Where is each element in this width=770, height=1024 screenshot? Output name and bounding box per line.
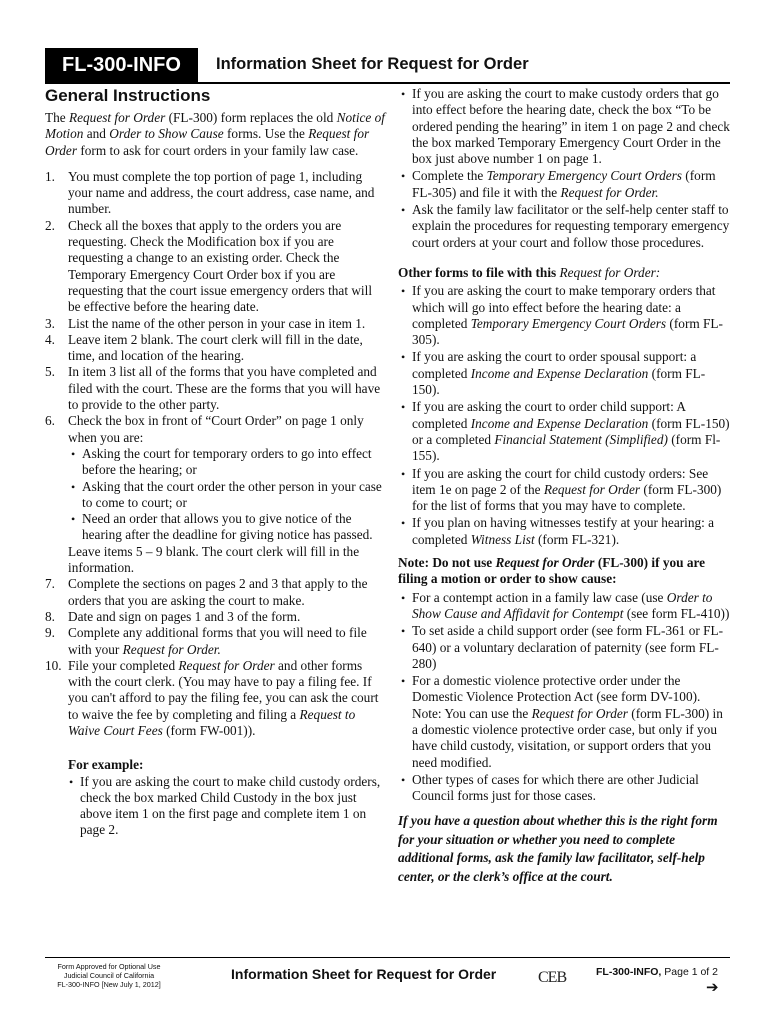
step-number: 9. bbox=[45, 625, 55, 641]
example-bullets bbox=[66, 774, 385, 839]
council-line: Judicial Council of California bbox=[63, 971, 155, 980]
list-item: • If you are asking the court to order spousal support: a completed Income and Expense Declaration (form FL-150). bbox=[398, 349, 730, 398]
instruction-steps bbox=[45, 169, 385, 739]
list-item: • If you are asking the court for child custody orders: See item 1e on page 2 of the Request for Order (form FL-300) for the list of forms that you may have to complete. bbox=[398, 466, 730, 515]
step-1 bbox=[45, 169, 385, 218]
step-2 bbox=[45, 218, 385, 316]
step-text: In item 3 list all of the forms that you have completed and filed with the court. These are the forms that you will have to provide to the other party. bbox=[68, 364, 381, 413]
approval-line: Form Approved for Optional Use bbox=[57, 962, 161, 971]
step-number: 4. bbox=[45, 331, 55, 347]
step-number: 5. bbox=[45, 364, 55, 380]
form-code-badge bbox=[45, 48, 198, 82]
note-bullets bbox=[398, 590, 730, 805]
footer-divider bbox=[45, 957, 730, 958]
step-text: Complete any additional forms that you will need to file with your Request for Order. bbox=[68, 625, 367, 657]
step-text: Date and sign on pages 1 and 3 of the form. bbox=[68, 608, 301, 624]
step-5 bbox=[45, 364, 385, 413]
step-text: Check all the boxes that apply to the orders you are requesting. Check the Modification box if you are requesting a change to an existing order. Check the Temporary Emergency Court Order box if you are requesting that the court issue emergency orders that will be effective before the hearing date. bbox=[68, 217, 373, 315]
step-number: 1. bbox=[45, 168, 55, 184]
step-10 bbox=[45, 658, 385, 739]
left-column bbox=[45, 86, 385, 839]
step-3 bbox=[45, 316, 385, 332]
list-item: • Complete the Temporary Emergency Court Orders (form FL-305) and file it with the Request for Order. bbox=[398, 168, 730, 201]
list-item: • For a domestic violence protective order under the Domestic Violence Protection Act (see form DV-100). Note: You can use the Request for Order (form FL-300) in a domestic violence protective order case, but only if you have child custody, visitation, or support orders that you need modified. bbox=[398, 673, 730, 771]
form-approval-note bbox=[45, 962, 173, 989]
list-item: • Asking the court for temporary orders to go into effect before the hearing; or bbox=[68, 446, 385, 479]
list-item: • If you are asking the court to order child support: A completed Income and Expense Declaration (form FL-150) or a completed Financial Statement (Simplified) (form Fl-155). bbox=[398, 399, 730, 464]
step-text: Leave item 2 blank. The court clerk will fill in the date, time, and location of the hearing. bbox=[68, 331, 363, 364]
other-forms-bullets bbox=[398, 283, 730, 548]
step-8 bbox=[45, 609, 385, 625]
step-text: File your completed Request for Order and other forms with the court clerk. (You may have to pay a filing fee. If you can't afford to pay the filing fee, you can ask the court to waive the fee by completing and filing a Request to Waive Court Fees (form FW-001)). bbox=[68, 657, 379, 738]
list-item: • To set aside a child support order (see form FL-361 or FL-640) or a voluntary declaration of paternity (see form FL-280) bbox=[398, 623, 730, 672]
step-4 bbox=[45, 332, 385, 365]
step-text: Check the box in front of “Court Order” on page 1 only when you are: bbox=[68, 413, 364, 445]
list-item: • If you are asking the court to make custody orders that go into effect before the hearing date, check the box “To be ordered pending the hearing” in item 1 on page 2 and check the box marked Temporary Emergency Court Order in the box just above number 1 on page 1. bbox=[398, 86, 730, 167]
page-number: Page 1 of 2 bbox=[661, 966, 718, 978]
list-item: • For a contempt action in a family law case (use Order to Show Cause and Affidavit for Contempt (see form FL-410)) bbox=[398, 590, 730, 623]
list-item: • If you are asking the court to make temporary orders that which will go into effect before the hearing date: a completed Temporary Emergency Court Orders (form FL-305). bbox=[398, 283, 730, 348]
closing-paragraph: If you have a question about whether this is the right form for your situation or whether you need to complete additional forms, ask the family law facilitator, self-help center, or the clerk’s office at the court. bbox=[398, 813, 718, 884]
step-number: 8. bbox=[45, 608, 55, 624]
list-item: • If you plan on having witnesses testify at your hearing: a completed Witness List (form FL-321). bbox=[398, 515, 730, 548]
step-number: 7. bbox=[45, 576, 55, 592]
step-number: 3. bbox=[45, 315, 55, 331]
step-9 bbox=[45, 625, 385, 658]
step-text: List the name of the other person in your case in item 1. bbox=[68, 315, 366, 331]
form-code: FL-300-INFO bbox=[62, 54, 181, 76]
step-6 bbox=[45, 413, 385, 576]
step-number: 2. bbox=[45, 217, 55, 233]
step-text: Complete the sections on pages 2 and 3 that apply to the orders that you are asking the court to make. bbox=[68, 576, 368, 608]
right-column bbox=[398, 86, 730, 886]
list-item: • Ask the family law facilitator or the self-help center staff to explain the procedures for requesting temporary emergency court orders at your court and follow those procedures. bbox=[398, 202, 730, 251]
other-forms-heading: Other forms to file with this Request for Order: bbox=[398, 264, 661, 280]
footer-title: Information Sheet for Request for Order bbox=[231, 966, 497, 982]
header-divider bbox=[45, 82, 730, 84]
list-item: • Other types of cases for which there are other Judicial Council forms just for those cases. bbox=[398, 772, 730, 805]
list-item: • Need an order that allows you to give notice of the hearing after the deadline for giving notice has passed. bbox=[68, 511, 385, 544]
example-heading: For example: bbox=[68, 757, 144, 773]
revision-line: FL-300-INFO [New July 1, 2012] bbox=[57, 980, 161, 989]
step-6-note: Leave items 5 – 9 blank. The court clerk will fill in the information. bbox=[68, 543, 360, 576]
intro-paragraph: The Request for Order (FL-300) form replaces the old Notice of Motion and Order to Show Cause forms. Use the Request for Order form to ask for court orders in your family law case. bbox=[45, 110, 385, 158]
custody-bullets bbox=[398, 86, 730, 251]
page-title: Information Sheet for Request for Order bbox=[216, 55, 529, 73]
note-heading: Note: Do not use Request for Order (FL-300) if you are filing a motion or order to show cause: bbox=[398, 555, 706, 587]
step-7 bbox=[45, 576, 385, 609]
general-instructions-heading: General Instructions bbox=[45, 86, 211, 105]
page-indicator bbox=[596, 964, 718, 980]
ceb-logo: CEB bbox=[538, 969, 567, 986]
next-page-arrow-icon[interactable]: ➔ bbox=[706, 978, 719, 996]
list-item: • Asking that the court order the other person in your case to come to court; or bbox=[68, 479, 385, 512]
list-item: • If you are asking the court to make child custody orders, check the box marked Child Custody in the box just above item 1 on the first page and complete item 1 on page 2. bbox=[66, 774, 385, 839]
step-number: 10. bbox=[45, 657, 62, 673]
step-6-bullets bbox=[68, 446, 385, 544]
step-text: You must complete the top portion of page 1, including your name and address, the court address, case name, and number. bbox=[68, 168, 375, 217]
footer-form-code: FL-300-INFO, bbox=[596, 966, 662, 978]
step-number: 6. bbox=[45, 413, 55, 429]
